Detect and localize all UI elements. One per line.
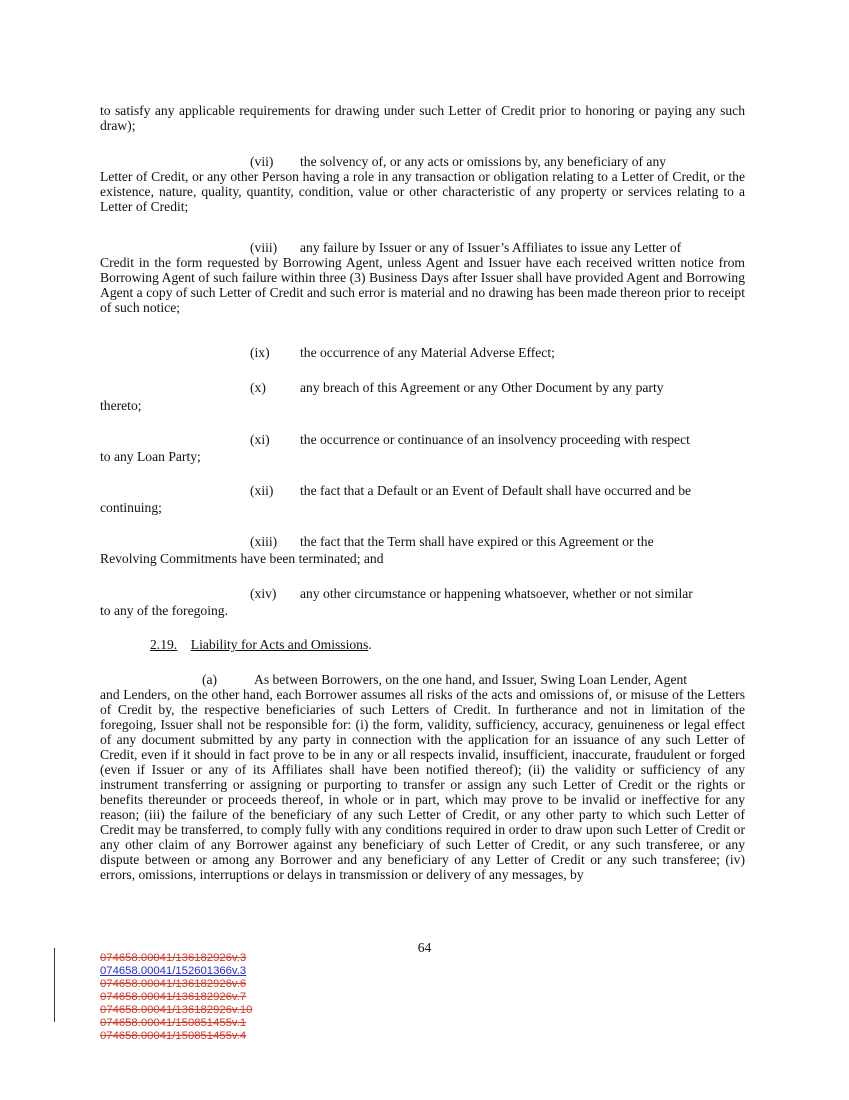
clause-x-label: (x)	[250, 380, 266, 395]
clause-xiv-first-line: (xiv) any other circumstance or happening whatsoever, whether or not similar	[250, 586, 693, 601]
page-number: 64	[417, 940, 432, 955]
section-number: 2.19.	[150, 637, 178, 652]
doc-id-deleted: 074658.00041/150851455v.4	[100, 1030, 247, 1042]
clause-x-text: thereto;	[100, 398, 142, 413]
clause-xiv-text: to any of the foregoing.	[100, 603, 228, 618]
clause-viii-first-line: (viii) any failure by Issuer or any of Issuer’s Affiliates to issue any Letter of	[250, 240, 682, 255]
clause-xiii-label: (xiii)	[250, 534, 278, 549]
clause-viii-label: (viii)	[250, 240, 278, 255]
paragraph-a-text: and Lenders, on the other hand, each Borrower assumes all risks of the acts and omissions of, or misuse of the Letters of Credit by, the respective beneficiaries of such Letters of Credit. In furtherance and not in limitation of the foregoing, Issuer shall not be responsible for: (i) the form, validity, sufficiency, accuracy, genuineness or legal effect of any document submitted by any party in connection with the application for an issuance of any such Letter of Credit, even if it should in fact prove to be in any or all respects invalid, insufficient, inaccurate, fraudulent or forged (even if Issuer or any of its Affiliates shall have been notified thereof); (ii) the validity or sufficiency of any instrument transferring or assigning or purporting to transfer or assign any such Letter of Credit or the rights or benefits thereunder or proceeds thereof, in whole or in part, which may prove to be invalid or ineffective for any reason; (iii) the failure of the beneficiary of any such Letter of Credit, or any other party to which such Letter of Credit may be transferred, to comply fully with any conditions required in order to draw upon such Letter of Credit or any other claim of any Borrower against any beneficiary of such Letter of Credit, or any such transferee, or any dispute between or among any Borrower and any beneficiary of any Letter of Credit or any such transferee; (iv) errors, omissions, interruptions or delays in transmission or delivery of any messages, by	[100, 687, 745, 882]
document-id-footer	[100, 952, 252, 1043]
clause-vii-text: Letter of Credit, or any other Person having a role in any transaction or obligation relating to a Letter of Credit, or the existence, nature, quality, quantity, condition, value or other characteristic of any property or services relating to a Letter of Credit;	[100, 169, 745, 214]
doc-id-deleted: 074658.00041/150851455v.1	[100, 1017, 247, 1029]
paragraph-a-first-line: (a) As between Borrowers, on the one hand, and Issuer, Swing Loan Lender, Agent	[202, 672, 688, 687]
clause-vii-label: (vii)	[250, 154, 274, 169]
clause-ix-label: (ix)	[250, 345, 270, 360]
clause-xii-text: continuing;	[100, 500, 162, 515]
section-heading: 2.19. Liability for Acts and Omissions.	[150, 637, 372, 652]
section-title: Liability for Acts and Omissions	[190, 637, 369, 652]
clause-vii-first-line: (vii) the solvency of, or any acts or omissions by, any beneficiary of any	[250, 154, 667, 169]
clause-xii-first-line: (xii) the fact that a Default or an Event of Default shall have occurred and be	[250, 483, 692, 498]
intro-paragraph: to satisfy any applicable requirements for drawing under such Letter of Credit prior to honoring or paying any such draw);	[100, 103, 745, 133]
doc-id-deleted: 074658.00041/136182926v.6	[100, 978, 247, 990]
doc-id-deleted: 074658.00041/136182926v.10	[100, 1004, 253, 1016]
change-bar	[54, 948, 55, 1022]
clause-xi-first-line: (xi) the occurrence or continuance of an insolvency proceeding with respect	[250, 432, 690, 447]
clause-xi-label: (xi)	[250, 432, 270, 447]
clause-ix-line: (ix) the occurrence of any Material Adverse Effect;	[250, 345, 555, 360]
clause-viii-text: Credit in the form requested by Borrowing Agent, unless Agent and Issuer have each received written notice from Borrowing Agent of such failure within three (3) Business Days after Issuer shall have provided Agent and Borrowing Agent a copy of such Letter of Credit and such error is material and no drawing has been made thereon prior to receipt of such notice;	[100, 255, 745, 315]
clause-xii-label: (xii)	[250, 483, 274, 498]
clause-xiv-label: (xiv)	[250, 586, 277, 601]
clause-xiii-first-line: (xiii) the fact that the Term shall have expired or this Agreement or the	[250, 534, 654, 549]
paragraph-a-label: (a)	[202, 672, 218, 687]
doc-id-deleted: 074658.00041/136182926v.7	[100, 991, 247, 1003]
doc-id-deleted: 074658.00041/136182926v.3	[100, 952, 247, 964]
doc-id-current: 074658.00041/152601366v.3	[100, 965, 247, 977]
clause-x-first-line: (x) any breach of this Agreement or any Other Document by any party	[250, 380, 664, 395]
clause-xiii-text: Revolving Commitments have been terminated; and	[100, 551, 384, 566]
clause-xi-text: to any Loan Party;	[100, 449, 201, 464]
